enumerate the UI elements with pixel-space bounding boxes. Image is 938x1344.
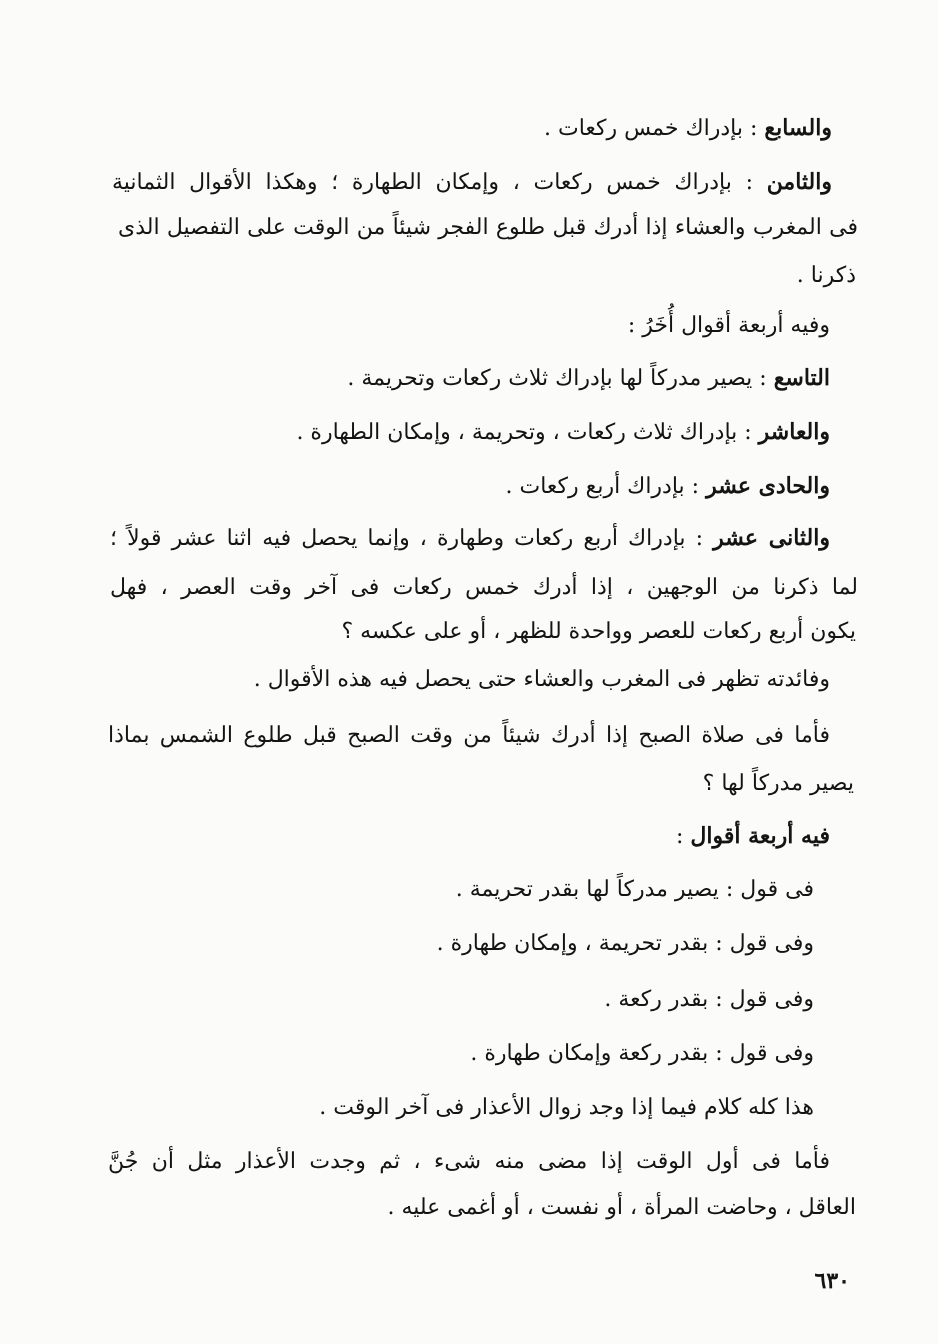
text-line-6	[347, 362, 830, 395]
text-line-16	[456, 874, 814, 906]
text-line-13	[108, 720, 830, 752]
text-line-19	[470, 1038, 814, 1070]
line-text: :	[675, 824, 691, 849]
line-text: هذا كله كلام فيما إذا وجد زوال الأعذار فى آخر الوقت .	[319, 1095, 814, 1120]
line-text: يصير مدركاً لها ؟	[702, 771, 854, 796]
line-lead: فيه أربعة أقوال	[690, 823, 830, 849]
line-text: : يصير مدركاً لها بإدراك ثلاث ركعات وتحريمة .	[347, 366, 774, 391]
text-line-3	[118, 212, 858, 244]
line-text: وفيه أربعة أقوال أُخَرُ :	[627, 313, 830, 338]
line-text: لما ذكرنا من الوجهين ، إذا أدرك خمس ركعات فى آخر وقت العصر ، فهل	[110, 575, 858, 600]
line-text: وفائدته تظهر فى المغرب والعشاء حتى يحصل فيه هذه الأقوال .	[253, 667, 830, 692]
page-number: ٦٣٠	[814, 1268, 850, 1294]
line-lead: والعاشر	[758, 419, 830, 445]
line-text: فى المغرب والعشاء إذا أدرك قبل طلوع الفجر شيئاً من الوقت على التفصيل الذى	[118, 215, 858, 240]
text-line-18	[604, 984, 814, 1016]
text-line-8	[506, 470, 830, 503]
line-lead: والحادى عشر	[706, 473, 830, 499]
text-line-15	[676, 820, 830, 853]
text-line-7	[296, 416, 830, 449]
line-text: وفى قول : بقدر ركعة .	[604, 987, 814, 1012]
line-lead: والثامن	[766, 169, 832, 195]
text-line-5	[628, 310, 830, 342]
line-text: ذكرنا .	[796, 263, 856, 288]
text-line-20	[319, 1092, 814, 1124]
line-text: فأما فى أول الوقت إذا مضى منه شىء ، ثم وجدت الأعذار مثل أن جُنَّ	[108, 1149, 831, 1174]
text-line-22	[387, 1192, 856, 1224]
text-line-17	[437, 928, 814, 960]
text-line-21	[108, 1146, 830, 1178]
line-text: : بإدراك خمس ركعات ، وإمكان الطهارة ؛ وهكذا الأقوال الثمانية	[112, 170, 767, 195]
text-line-10	[110, 572, 858, 604]
line-text: وفى قول : بقدر تحريمة ، وإمكان طهارة .	[436, 931, 814, 956]
line-text: : بإدراك خمس ركعات .	[544, 116, 765, 141]
text-line-14	[703, 768, 854, 800]
line-text: : بإدراك أربع ركعات وطهارة ، وإنما يحصل فيه اثنا عشر قولاً ؛	[110, 526, 714, 551]
line-text: : بإدراك أربع ركعات .	[505, 474, 707, 499]
line-lead: والسابع	[764, 115, 832, 141]
line-text: فأما فى صلاة الصبح إذا أدرك شيئاً من وقت الصبح قبل طلوع الشمس بماذا	[108, 723, 830, 748]
line-lead: التاسع	[773, 365, 830, 391]
line-text: يكون أربع ركعات للعصر وواحدة للظهر ، أو على عكسه ؟	[341, 619, 856, 644]
line-lead: والثانى عشر	[713, 525, 830, 551]
line-text: : بإدراك ثلاث ركعات ، وتحريمة ، وإمكان الطهارة .	[296, 420, 759, 445]
line-text: وفى قول : بقدر ركعة وإمكان طهارة .	[470, 1041, 814, 1066]
text-line-9	[110, 522, 830, 555]
text-line-12	[254, 664, 830, 696]
text-line-2	[112, 166, 832, 199]
line-text: فى قول : يصير مدركاً لها بقدر تحريمة .	[455, 877, 814, 902]
text-line-1	[544, 112, 832, 145]
text-line-4	[797, 260, 856, 292]
line-text: العاقل ، وحاضت المرأة ، أو نفست ، أو أغمى عليه .	[387, 1195, 856, 1220]
text-line-11	[341, 616, 856, 648]
